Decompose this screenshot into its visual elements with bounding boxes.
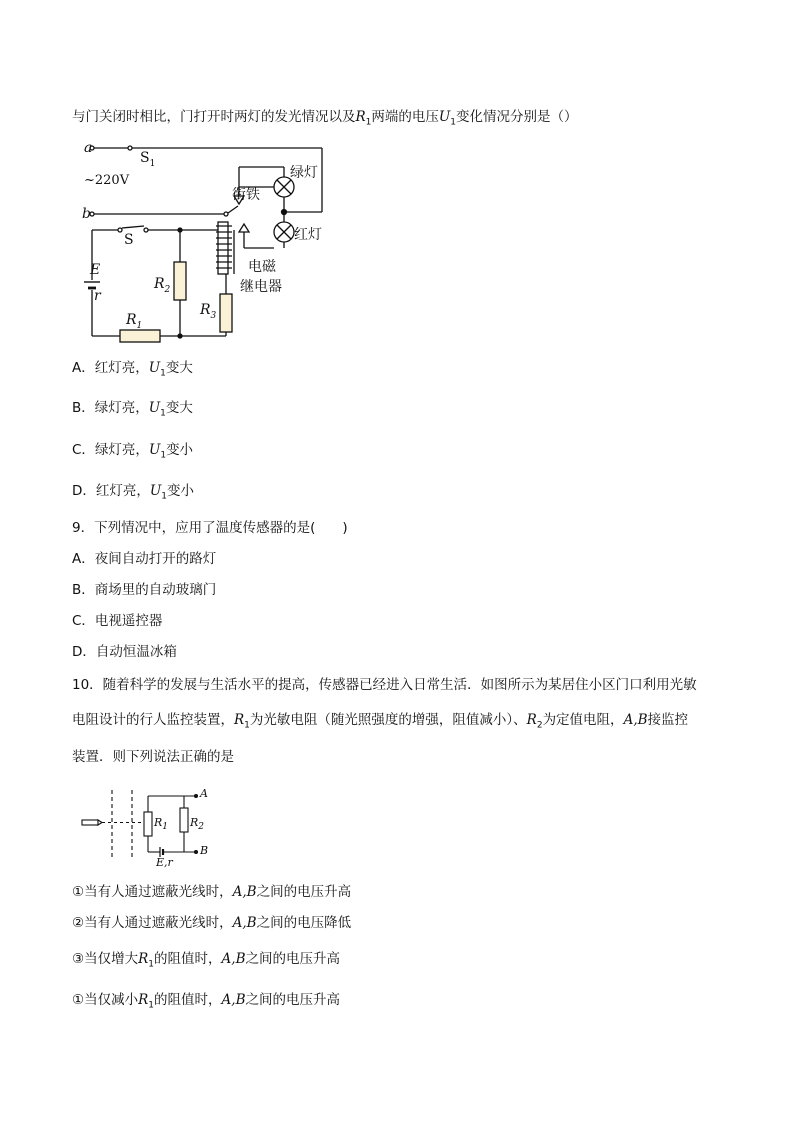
q10-statement-2[interactable]: ②当有人通过遮蔽光线时，A,B之间的电压降低: [72, 915, 352, 931]
q9-stem: 9．下列情况中，应用了温度传感器的是( ): [72, 520, 348, 536]
r3-label: $R_3$: [200, 302, 217, 321]
green-lamp-label: 绿灯: [290, 165, 318, 181]
armature-label: 衔铁: [232, 187, 260, 203]
red-lamp-label: 红灯: [294, 227, 322, 243]
internal-r-label: r: [94, 288, 101, 304]
terminal-a-label: a: [84, 140, 93, 156]
switch-s1-label: $S_1$: [140, 150, 156, 169]
relay-label-2: 继电器: [240, 279, 282, 295]
q9-option-d[interactable]: D．自动恒温冰箱: [72, 644, 177, 660]
q10-stem-line3: 装置．则下列说法正确的是: [72, 749, 234, 765]
emf-e-label: E: [90, 262, 101, 278]
q10-statement-3[interactable]: ③当仅增大$R_1$的阻值时，A,B之间的电压升高: [72, 951, 340, 970]
q9-option-b[interactable]: B．商场里的自动玻璃门: [72, 582, 217, 598]
q8-option-b[interactable]: B．绿灯亮，$U_1$变大: [72, 400, 193, 419]
q8-option-d[interactable]: D．红灯亮，$U_1$变小: [72, 483, 195, 502]
light-sensor-circuit-labels: [76, 786, 226, 876]
voltage-label: ~220V: [84, 173, 130, 188]
q10-stem-line2: 电阻设计的行人监控装置，$R_1$为光敏电阻（随光照强度的增强，阻值减小）、$R_2$为定值电阻，A,B接监控: [72, 712, 689, 731]
q8-option-c[interactable]: C．绿灯亮，$U_1$变小: [72, 442, 194, 461]
terminal-a-label: A: [200, 787, 208, 800]
q10-stem-line1: 10．随着科学的发展与生活水平的提高，传感器已经进入日常生活．如图所示为某居住小区门口利用光敏: [72, 677, 697, 693]
symbol-r1: R: [355, 109, 366, 125]
r2-label: $R_2$: [154, 276, 171, 295]
symbol-u1: U: [438, 109, 451, 125]
q8-option-a[interactable]: A．红灯亮，$U_1$变大: [72, 360, 193, 379]
switch-s-label: S: [124, 232, 134, 248]
r1-label: $R_1$: [154, 816, 169, 833]
r2-label: $R_2$: [190, 816, 205, 833]
terminal-b-label: b: [82, 206, 91, 222]
terminal-b-label: B: [200, 844, 209, 857]
source-er-label: E,r: [156, 856, 173, 869]
q10-statement-1[interactable]: ①当有人通过遮蔽光线时，A,B之间的电压升高: [72, 884, 352, 900]
q9-option-a[interactable]: A．夜间自动打开的路灯: [72, 551, 217, 567]
relay-label-1: 电磁: [248, 259, 276, 275]
r1-label: $R_1$: [126, 312, 143, 331]
q8-stem: 与门关闭时相比，门打开时两灯的发光情况以及$R_1$两端的电压$U_1$变化情况分别是（）: [72, 109, 578, 128]
relay-circuit-labels: [84, 140, 344, 345]
q9-option-c[interactable]: C．电视遥控器: [72, 613, 163, 629]
q10-statement-4[interactable]: ①当仅减小$R_1$的阻值时，A,B之间的电压升高: [72, 992, 340, 1011]
